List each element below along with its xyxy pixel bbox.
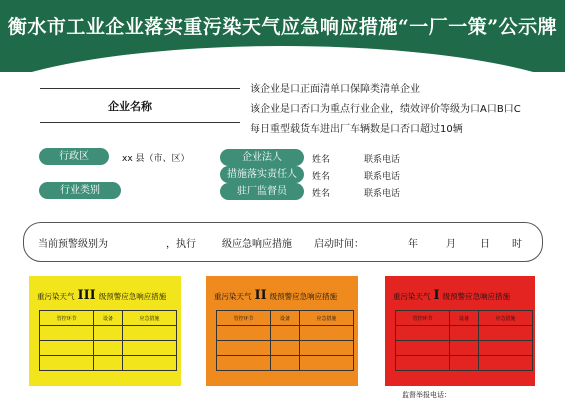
person-name-legal: 姓名 (312, 155, 331, 165)
table-row (40, 356, 177, 371)
table-row (217, 326, 354, 341)
card-level-3-title: 重污染天气 III 级预警应急响应措施 (37, 288, 167, 303)
status-year: 年 (408, 239, 418, 250)
admin-region-value: xx 县（市、区） (122, 154, 190, 164)
person-name-supervisor: 姓名 (312, 189, 331, 199)
table-header-row: 管控环节 设备 应急措施 (396, 311, 533, 326)
enterprise-info-line-3: 每日重型载货车进出厂车辆数是口否口超过10辆 (250, 124, 463, 135)
divider-top (40, 88, 240, 89)
status-measures: 级应急响应措施 (222, 239, 292, 250)
admin-region-label: 行政区 (39, 148, 109, 165)
table-header-row: 管控环节 设备 应急措施 (40, 311, 177, 326)
header-banner (0, 0, 565, 72)
person-role-responsible: 措施落实责任人 (220, 166, 304, 183)
industry-label: 行业类别 (39, 182, 121, 199)
table-row (396, 326, 533, 341)
status-month: 月 (446, 239, 456, 250)
status-current-level: 当前预警级别为 (38, 239, 108, 250)
enterprise-info-line-1: 该企业是口正面清单口保障类清单企业 (250, 84, 420, 95)
status-start-time: 启动时间： (314, 239, 364, 250)
person-phone-responsible: 联系电话 (364, 172, 401, 182)
table-row (396, 356, 533, 371)
table-row (396, 341, 533, 356)
status-execute: ，执行 (166, 239, 196, 250)
divider-bottom (40, 122, 240, 123)
card-level-1-title: 重污染天气 I 级预警应急响应措施 (393, 288, 511, 303)
table-row (40, 341, 177, 356)
person-name-responsible: 姓名 (312, 172, 331, 182)
page-title: 衡水市工业企业落实重污染天气应急响应措施“一厂一策”公示牌 (7, 16, 558, 38)
person-role-legal: 企业法人 (220, 149, 304, 166)
person-role-supervisor: 驻厂监督员 (220, 183, 304, 200)
card-level-2 (206, 276, 358, 386)
table-row (40, 326, 177, 341)
table-row (217, 356, 354, 371)
supervision-hotline: 监督举报电话： (402, 391, 451, 399)
table-header-row: 管控环节 设备 应急措施 (217, 311, 354, 326)
enterprise-name-label: 企业名称 (108, 100, 152, 113)
table-row (217, 341, 354, 356)
card-level-2-table (216, 310, 354, 371)
card-level-3 (29, 276, 181, 386)
person-phone-supervisor: 联系电话 (364, 189, 401, 199)
status-day: 日 (480, 239, 490, 250)
card-level-1-table (395, 310, 533, 371)
card-level-3-table (39, 310, 177, 371)
status-hour: 时 (512, 239, 522, 250)
enterprise-info-line-2: 该企业是口否口为重点行业企业，绩效评价等级为口A口B口C (250, 104, 521, 115)
card-level-2-title: 重污染天气 II 级预警应急响应措施 (214, 288, 338, 303)
person-phone-legal: 联系电话 (364, 155, 401, 165)
card-level-1 (385, 276, 535, 386)
